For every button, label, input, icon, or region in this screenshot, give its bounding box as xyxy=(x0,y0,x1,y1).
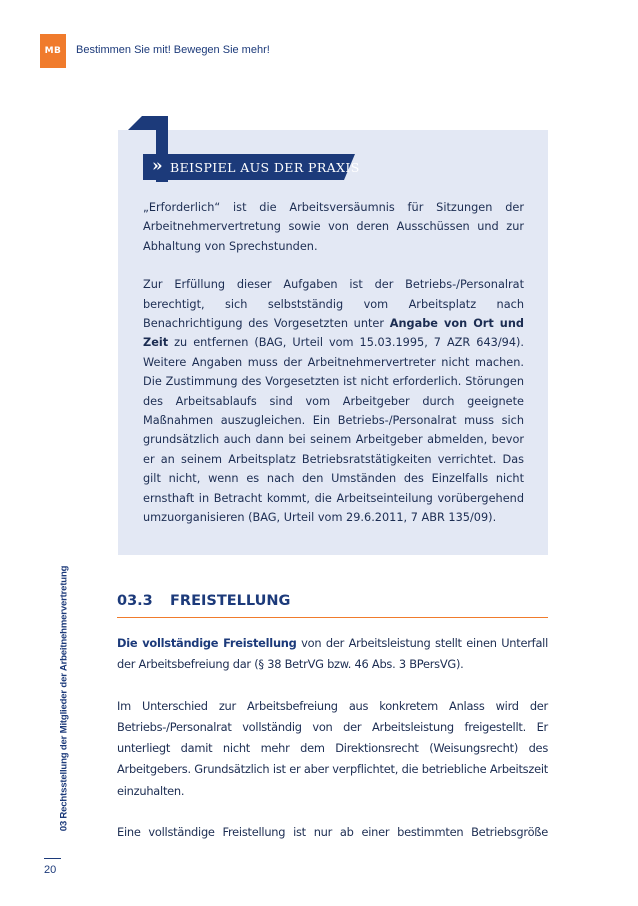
page-number-rule xyxy=(44,858,61,859)
body-paragraph-2: Im Unterschied zur Arbeitsbefreiung aus konkretem Anlass wird der Betriebs-/Personalrat vollständig von der Arbeitsleistung freigestellt. Er unterliegt damit nicht mehr dem Direktionsrecht (Weisungsrecht) des Arbeitgebers. Grundsätzlich ist er aber verpflichtet, die betriebliche Arbeitszeit einzuhalten. xyxy=(117,698,548,798)
highlight-term: Die vollständige Freistellung xyxy=(117,636,297,650)
section-number: 03.3 xyxy=(117,593,153,609)
chapter-label-text: 03 Rechtsstellung der Mitglieder der Arbeitnehmervertretung xyxy=(58,565,70,831)
double-chevron-icon: » xyxy=(152,156,164,176)
section-heading xyxy=(117,593,547,609)
publisher-logo xyxy=(40,34,66,68)
page-number: 20 xyxy=(44,864,57,876)
logo-text: MB xyxy=(44,46,62,56)
body-paragraph-3: Eine vollständige Freistellung ist nur ab einer bestimmten Betriebsgröße xyxy=(117,825,548,840)
example-banner-label xyxy=(152,154,360,180)
body-paragraph-1: Die vollständige Freistellung von der Arbeitsleistung stellt einen Unterfall der Arbeitsbefreiung dar (§ 38 BetrVG bzw. 46 Abs. 3 BPersVG). xyxy=(117,636,548,672)
chapter-side-label xyxy=(57,552,71,844)
example-paragraph-2: Zur Erfüllung dieser Aufgaben ist der Betriebs-/Personalrat berechtigt, sich selbstständig vom Arbeitsplatz nach Benachrichtigung des Vorgesetzten unter Angabe von Ort und Zeit zu entfernen (BAG, Urteil vom 15.03.1995, 7 AZR 643/94). Weitere Angaben muss der Arbeitnehmervertreter nicht machen. Die Zustimmung des Vorgesetzten ist nicht erforderlich. Störungen des Arbeitsablaufs sind vom Arbeitgeber durch geeignete Maßnahmen auszugleichen. Ein Betriebs-/Personalrat muss sich grundsätzlich auch dann bei seinem Arbeitgeber abmelden, bevor er an seinem Arbeitsplatz Betriebsratstätigkeiten verrichtet. Das gilt nicht, wenn es nach den Umständen des Einzelfalls nicht ernsthaft in Betracht kommt, die Arbeitseinteilung vorübergehend umzuorganisieren (BAG, Urteil vom 29.6.2011, 7 ABR 135/09). xyxy=(143,278,524,525)
example-banner-title: BEISPIEL AUS DER PRAXIS xyxy=(170,159,360,175)
section-rule xyxy=(117,617,548,618)
example-body xyxy=(143,198,524,547)
running-header: Bestimmen Sie mit! Bewegen Sie mehr! xyxy=(76,44,270,56)
example-paragraph-1: „Erforderlich“ ist die Arbeitsversäumnis für Sitzungen der Arbeitnehmervertretung sowie von deren Ausschüssen und zur Abhaltung von Sprechstunden. xyxy=(143,201,524,253)
section-body xyxy=(117,633,548,863)
section-title: FREISTELLUNG xyxy=(170,593,291,609)
emphasis-text: Angabe von Ort und Zeit xyxy=(143,317,524,350)
